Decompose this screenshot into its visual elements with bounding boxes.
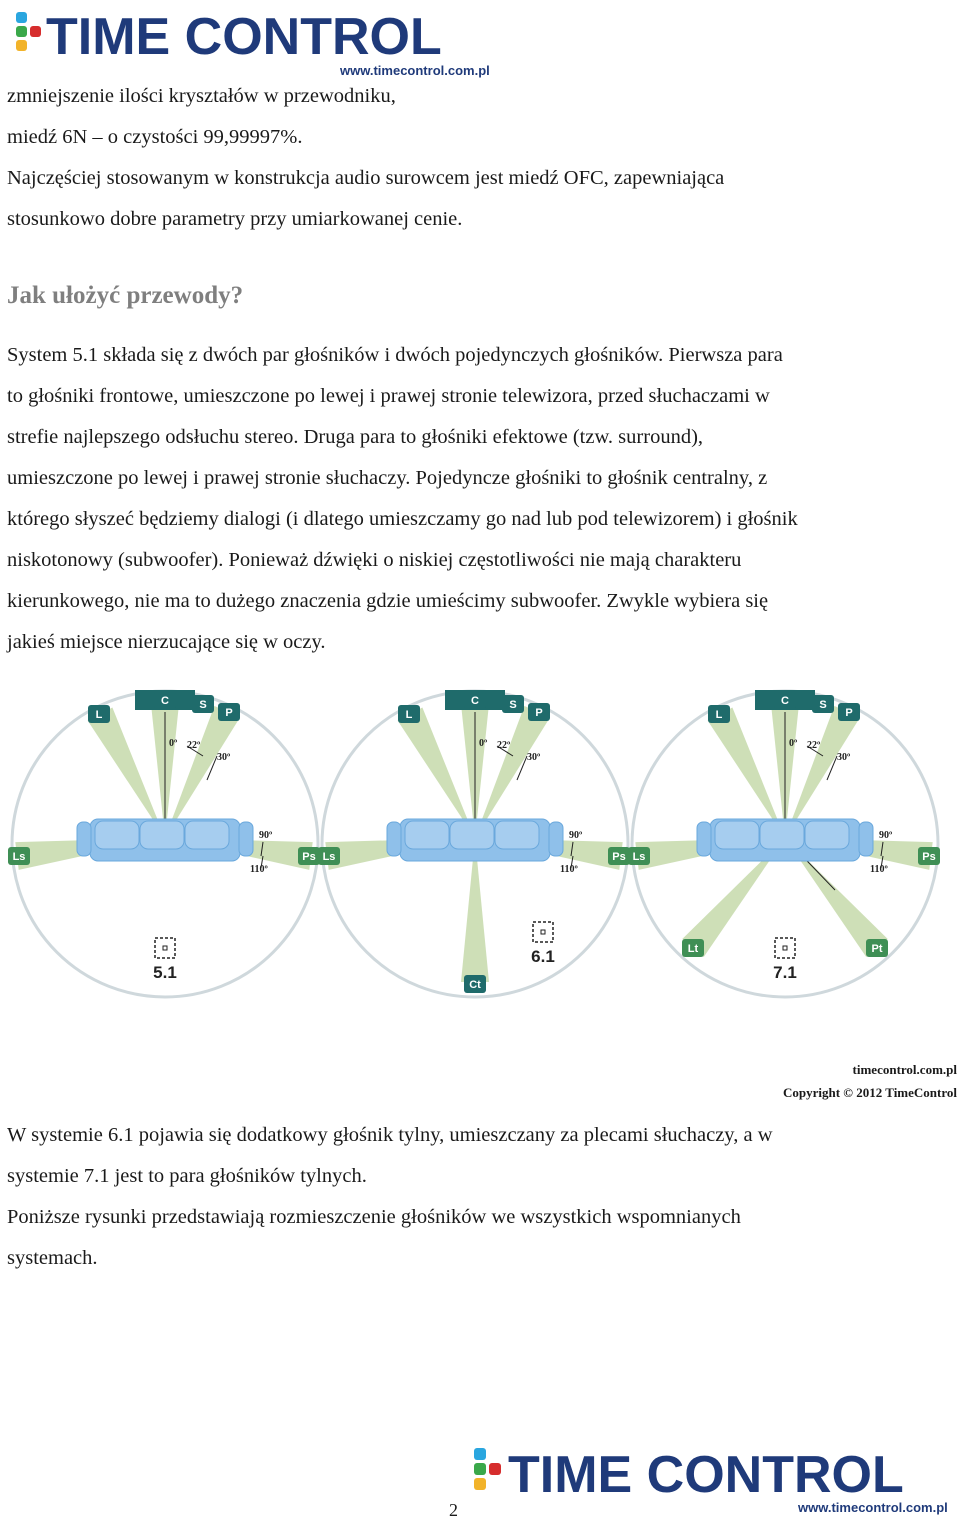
speaker-label: C [471, 695, 479, 707]
sofa-armrest [859, 822, 873, 856]
speaker-label: P [845, 707, 853, 719]
diagram-6-1 [318, 690, 630, 997]
sofa-seat [140, 821, 184, 849]
sofa-seat [495, 821, 539, 849]
speaker-label: Ls [322, 851, 336, 863]
speaker-Ls [8, 847, 30, 865]
sofa-seat [95, 821, 139, 849]
speaker-Ct [464, 975, 486, 993]
system-label: 6.1 [531, 947, 555, 966]
sofa-seat [715, 821, 759, 849]
angle-label-90: 90º [879, 830, 893, 841]
subwoofer-dot [541, 930, 545, 934]
speaker-label: Ls [632, 851, 646, 863]
sofa-seat [805, 821, 849, 849]
intro-line: Najczęściej stosowanym w konstrukcja audio surowcem jest miedź OFC, zapewniająca [7, 167, 725, 189]
speaker-diagram-figure [0, 676, 960, 1006]
speaker-S [812, 695, 834, 713]
angle-label-22: 22º [807, 740, 821, 751]
speaker-label: L [95, 709, 103, 721]
angle-label-90: 90º [569, 830, 583, 841]
logo-wordmark: TIME CONTROL [46, 8, 442, 66]
section-heading: Jak ułożyć przewody? [7, 282, 244, 309]
paragraph-line: System 5.1 składa się z dwóch par głośników i dwóch pojedynczych głośników. Pierwsza para [7, 344, 783, 366]
angle-label-30: 30º [527, 752, 541, 763]
speaker-L [88, 705, 110, 723]
speaker-layout-diagrams [0, 676, 960, 1011]
speaker-Ps [298, 847, 320, 865]
outro-line: systemach. [7, 1247, 98, 1269]
sofa-armrest [697, 822, 711, 856]
speaker-label: C [161, 695, 169, 707]
speaker-label: L [715, 709, 723, 721]
angle-label-22: 22º [187, 740, 201, 751]
speaker-S [502, 695, 524, 713]
speaker-label: S [509, 699, 517, 711]
angle-label-0: 0º [789, 738, 798, 749]
speaker-label: Ps [612, 851, 626, 863]
angle-label-90: 90º [259, 830, 273, 841]
speaker-label: Ls [12, 851, 26, 863]
speaker-label: Lt [687, 943, 699, 955]
sofa-seat [760, 821, 804, 849]
angle-label-30: 30º [217, 752, 231, 763]
speaker-L [398, 705, 420, 723]
speaker-label: C [781, 695, 789, 707]
speaker-Lt [682, 939, 704, 957]
speaker-P [838, 703, 860, 721]
system-label: 7.1 [773, 963, 797, 982]
speaker-P [218, 703, 240, 721]
speaker-label: Ps [922, 851, 936, 863]
sofa-armrest [77, 822, 91, 856]
credit-site: timecontrol.com.pl [852, 1062, 957, 1077]
diagram-5-1 [8, 690, 320, 997]
speaker-C [154, 691, 176, 709]
speaker-label: S [819, 699, 827, 711]
speaker-label: P [225, 707, 233, 719]
speaker-label: Ct [469, 979, 481, 991]
sofa-armrest [239, 822, 253, 856]
subwoofer-dot [783, 946, 787, 950]
subwoofer-dot [163, 946, 167, 950]
speaker-label: L [405, 709, 413, 721]
speaker-Ps [918, 847, 940, 865]
credit-copyright: Copyright © 2012 TimeControl [782, 1085, 957, 1100]
speaker-label: Pt [871, 943, 883, 955]
sofa-armrest [387, 822, 401, 856]
speaker-Ls [318, 847, 340, 865]
diagram-7-1 [628, 690, 940, 997]
system-label: 5.1 [153, 963, 177, 982]
logo-wordmark: TIME CONTROL [508, 1446, 904, 1504]
speaker-P [528, 703, 550, 721]
speaker-C [464, 691, 486, 709]
speaker-label: S [199, 699, 207, 711]
outro-line: Poniższe rysunki przedstawiają rozmieszczenie głośników we wszystkich wspomnianych [7, 1206, 741, 1228]
speaker-C [774, 691, 796, 709]
speaker-label: P [535, 707, 543, 719]
sofa-seat [450, 821, 494, 849]
paragraph-line: kierunkowego, nie ma to dużego znaczenia gdzie umieścimy subwoofer. Zwykle wybiera się [7, 590, 769, 612]
page-number: 2 [449, 1500, 458, 1520]
paragraph-line: niskotonowy (subwoofer). Ponieważ dźwięki o niskiej częstotliwości nie mają charakteru [7, 549, 742, 571]
sofa-armrest [549, 822, 563, 856]
logo-url: www.timecontrol.com.pl [798, 1500, 948, 1515]
speaker-Ls [628, 847, 650, 865]
paragraph-line: jakieś miejsce nierzucające się w oczy. [7, 631, 326, 653]
angle-label-110: 110º [870, 864, 888, 875]
logo-url: www.timecontrol.com.pl [340, 63, 490, 78]
outro-line: W systemie 6.1 pojawia się dodatkowy głośnik tylny, umieszczany za plecami słuchaczy, a w [7, 1124, 773, 1146]
angle-label-0: 0º [479, 738, 488, 749]
sofa-seat [405, 821, 449, 849]
angle-label-0: 0º [169, 738, 178, 749]
time-control-logo-top [10, 6, 490, 78]
paragraph-line: strefie najlepszego odsłuchu stereo. Druga para to głośniki efektowe (tzw. surround), [7, 426, 704, 448]
outro-line: systemie 7.1 jest to para głośników tylnych. [7, 1165, 367, 1187]
angle-label-30: 30º [837, 752, 851, 763]
intro-line: stosunkowo dobre parametry przy umiarkowanej cenie. [7, 208, 463, 230]
speaker-L [708, 705, 730, 723]
intro-line: miedź 6N – o czystości 99,99997%. [7, 126, 303, 148]
sofa-seat [185, 821, 229, 849]
time-control-logo-bottom [468, 1440, 948, 1516]
paragraph-line: umieszczone po lewej i prawej stronie słuchaczy. Pojedyncze głośniki to głośnik centralny, z [7, 467, 768, 489]
angle-label-22: 22º [497, 740, 511, 751]
speaker-Ps [608, 847, 630, 865]
speaker-Pt [866, 939, 888, 957]
angle-label-110: 110º [250, 864, 268, 875]
speaker-label: Ps [302, 851, 316, 863]
angle-label-110: 110º [560, 864, 578, 875]
paragraph-line: którego słyszeć będziemy dialogi (i dlatego umieszczamy go nad lub pod telewizorem) i głośnik [7, 508, 798, 530]
speaker-S [192, 695, 214, 713]
paragraph-line: to głośniki frontowe, umieszczone po lewej i prawej stronie telewizora, przed słuchaczami w [7, 385, 770, 407]
intro-line: zmniejszenie ilości kryształów w przewodniku, [7, 85, 396, 107]
